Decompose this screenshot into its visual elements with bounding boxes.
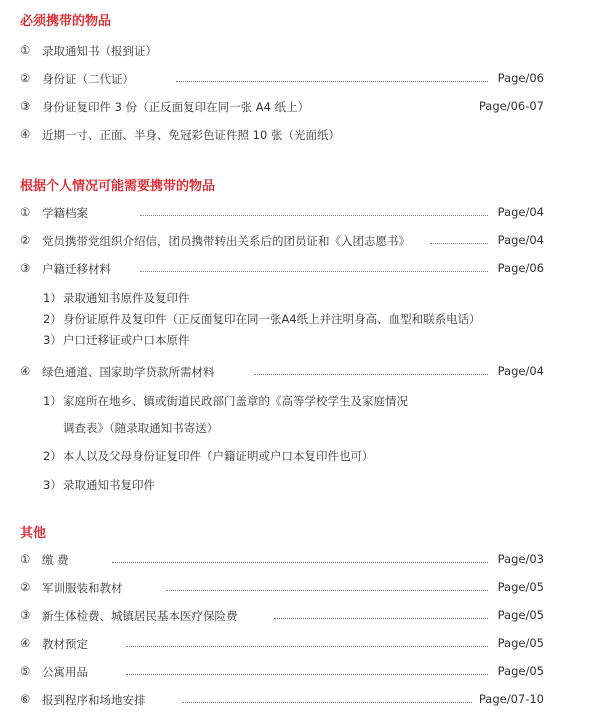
sub-item-number: 2）	[43, 449, 62, 463]
dotted-leader	[112, 562, 488, 563]
sub-item-number: 3）	[43, 478, 62, 492]
list-item	[20, 99, 544, 115]
sub-item-text: 家庭所在地乡、镇或街道民政部门盖章的《高等学校学生及家庭情况	[63, 394, 408, 408]
page-reference: Page/04	[497, 364, 544, 378]
item-number: ③	[20, 99, 31, 113]
page-reference: Page/06	[497, 71, 544, 85]
dotted-leader	[182, 702, 472, 703]
page-reference: Page/04	[497, 233, 544, 247]
item-number: ①	[20, 552, 31, 566]
dotted-leader	[126, 646, 488, 647]
sub-item-text: 录取通知书原件及复印件	[63, 291, 190, 305]
list-item	[20, 636, 544, 652]
item-number: ④	[20, 636, 31, 650]
list-item	[20, 664, 544, 680]
dotted-leader	[430, 243, 488, 244]
sub-item-text: 本人以及父母身份证复印件（户籍证明或户口本复印件也可）	[63, 449, 374, 463]
page-reference: Page/05	[497, 636, 544, 650]
item-number: ②	[20, 233, 31, 247]
item-label: 教材预定	[42, 637, 88, 651]
list-item	[20, 364, 544, 380]
dotted-leader	[140, 271, 488, 272]
section-heading-other: 其他	[20, 526, 47, 541]
sub-item	[43, 311, 481, 327]
item-number: ④	[20, 364, 31, 378]
sub-item-text: 录取通知书复印件	[63, 478, 155, 492]
sub-item-text: 身份证原件及复印件（正反面复印在同一张A4纸上并注明身高、血型和联系电话）	[63, 312, 481, 326]
item-number: ①	[20, 205, 31, 219]
sub-item	[43, 477, 155, 493]
list-item	[20, 552, 544, 568]
page-reference: Page/06	[497, 261, 544, 275]
item-label: 报到程序和场地安排	[42, 693, 146, 707]
item-label: 近期一寸、正面、半身、免冠彩色证件照 10 张（光面纸）	[42, 128, 340, 142]
item-number: ②	[20, 580, 31, 594]
sub-item	[43, 332, 190, 348]
list-item	[20, 233, 544, 249]
section-heading-required: 必须携带的物品	[20, 14, 112, 29]
item-number: ⑥	[20, 692, 31, 706]
dotted-leader	[254, 374, 488, 375]
item-number: ⑤	[20, 664, 31, 678]
list-item	[20, 261, 544, 277]
item-number: ④	[20, 127, 31, 141]
section-heading-optional: 根据个人情况可能需要携带的物品	[20, 179, 216, 194]
dotted-leader	[274, 618, 488, 619]
sub-item-text: 户口迁移证或户口本原件	[63, 333, 190, 347]
page-reference: Page/04	[497, 205, 544, 219]
page-reference: Page/07-10	[478, 692, 544, 706]
page-reference: Page/05	[497, 580, 544, 594]
item-label: 学籍档案	[42, 206, 88, 220]
item-label: 新生体检费、城镇居民基本医疗保险费	[42, 609, 238, 623]
list-item	[20, 580, 544, 596]
item-label: 公寓用品	[42, 665, 88, 679]
list-item	[20, 608, 544, 624]
dotted-leader	[126, 674, 488, 675]
dotted-leader	[166, 590, 488, 591]
sub-item-number: 1）	[43, 394, 62, 408]
item-number: ③	[20, 608, 31, 622]
item-label: 录取通知书（报到证）	[42, 44, 157, 58]
item-number: ③	[20, 261, 31, 275]
page-reference: Page/03	[497, 552, 544, 566]
sub-item-number: 3）	[43, 333, 62, 347]
item-label: 军训服装和教材	[42, 581, 123, 595]
list-item	[20, 205, 544, 221]
item-label: 绿色通道、国家助学贷款所需材料	[42, 365, 215, 379]
item-label: 缴 费	[42, 553, 69, 567]
item-label: 户籍迁移材料	[42, 262, 111, 276]
page-reference: Page/06-07	[478, 99, 544, 113]
page-reference: Page/05	[497, 608, 544, 622]
item-number: ②	[20, 71, 31, 85]
dotted-leader	[140, 215, 488, 216]
item-label: 身份证复印件 3 份（正反面复印在同一张 A4 纸上）	[42, 100, 310, 114]
list-item	[20, 71, 544, 87]
sub-item	[43, 448, 374, 464]
sub-item-number: 1）	[43, 291, 62, 305]
dotted-leader	[176, 81, 488, 82]
sub-item	[43, 290, 190, 306]
page-reference: Page/05	[497, 664, 544, 678]
item-label: 身份证（二代证）	[42, 72, 134, 86]
list-item	[20, 127, 544, 143]
item-label: 党员携带党组织介绍信，团员携带转出关系后的团员证和《入团志愿书》	[42, 234, 410, 248]
list-item	[20, 43, 544, 59]
sub-item-number: 2）	[43, 312, 62, 326]
sub-item	[43, 393, 408, 409]
list-item	[20, 692, 544, 708]
item-number: ①	[20, 43, 31, 57]
sub-item-continuation: 调查表》（随录取通知书寄送）	[63, 421, 219, 435]
